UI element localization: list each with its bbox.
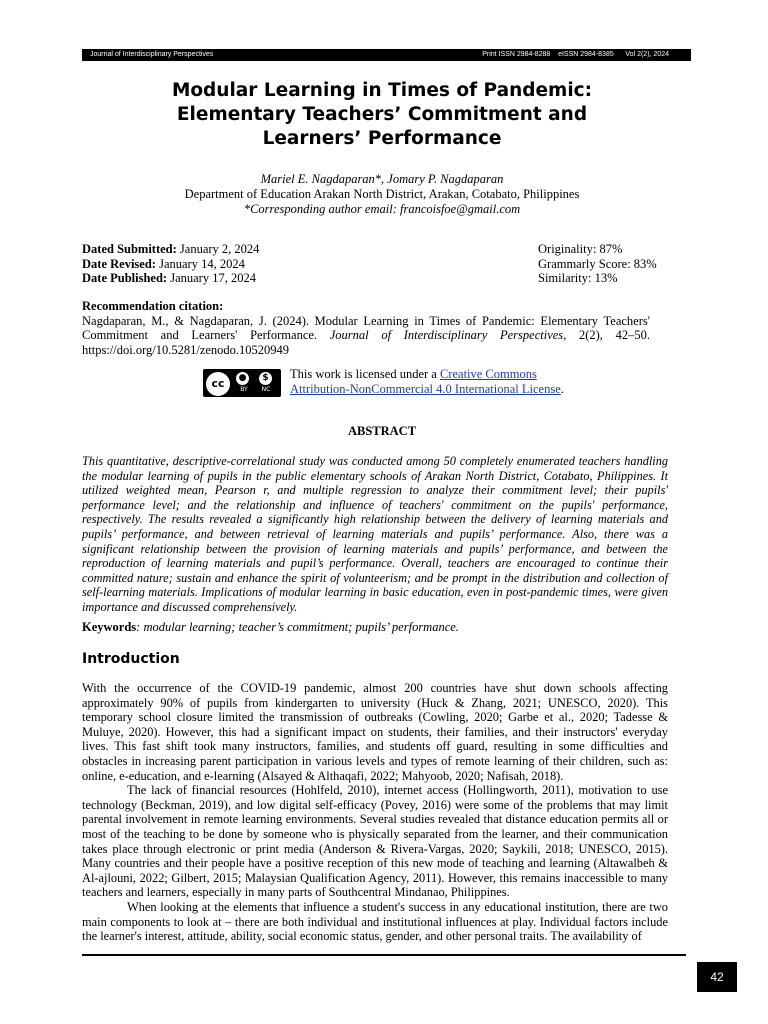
- page-number: 42: [697, 962, 737, 992]
- abstract-text: This quantitative, descriptive-correlational study was conducted among 50 completely enumerated teachers handling the modular learning of pupils in the public elementary schools of Arakan North District, Cotabato, Philippines. It utilized weighted mean, Pearson r, and multiple regression to analyze their commitment level; their pupils' performance level; and the relationship and influence of teachers' commitment on the pupils' performance, respectively. The results revealed a significantly high relationship between the delivery of learning materials and pupils’ performance, and between retrieval of learning materials and pupils’ performance. Also, there was a significant relationship between the provision of learning materials and pupils’ performance, and between the reproduction of learning materials and pupil’s performance. Overall, teachers are encouraged to continue their committed nature; sustain and enhance the spirit of volunteerism; and be prompt in the distribution and collection of self-learning materials. Implications of modular learning in basic education, even in post-pandemic times, were given importance and discussed comprehensively.: [82, 454, 668, 614]
- title-line-2: Elementary Teachers’ Commitment and: [176, 104, 588, 125]
- issn-volume: Print ISSN 2984-8288 eISSN 2984-8385 Vol 2(2), 2024: [482, 51, 669, 58]
- license-link-line1[interactable]: Creative Commons: [439, 367, 537, 381]
- recommendation-citation: [82, 299, 650, 357]
- originality-score: Originality: 87%: [538, 242, 623, 256]
- intro-paragraph-3: When looking at the elements that influence a student's success in any educational institution, there are two main components to look at – there are both individual and institutional influences at play. Individual factors include the learner's interest, attitude, ability, social economic status, gender, and other personal traits. The availability of: [82, 899, 668, 944]
- intro-paragraph-2: The lack of financial resources (Hohlfeld, 2010), internet access (Hollingworth, 2011), motivation to use technology (Beckman, 2019), and low digital self-efficacy (Povey, 2016) were some of the problems that may limit parental involvement in remote learning environments. Several studies revealed that distance education permits all or most of the teaching to be done by someone who is physically separated from the learner, and their communication takes place through electronic or print media (Anderson & Rivera-Vargas, 2020; Saykili, 2018; UNESCO, 2015). Many countries and their people have a positive reception of this new mode of teaching and learning (Altawalbeh & Al-ajlouni, 2022; Gilbert, 2015; Malaysian Qualification Agency, 2011). However, this remains inaccessible to many teachers and learners, especially in many parts of Southcentral Mindanao, Philippines.: [82, 783, 668, 900]
- scores-block: [538, 242, 657, 286]
- date-revised: Date Revised: January 14, 2024: [82, 256, 245, 271]
- introduction-heading: Introduction: [82, 651, 180, 667]
- citation-text: Nagdaparan, M., & Nagdaparan, J. (2024). Modular Learning in Times of Pandemic: Elementary Teachers' Commitment and Learners' Performance. Journal of Interdisciplinary Perspectives, 2(2), 42–50. https://doi.org/10.5281/zenodo.10520949: [82, 313, 650, 357]
- intro-paragraph-1: With the occurrence of the COVID-19 pandemic, almost 200 countries have shut down schools affecting approximately 90% of pupils from kindergarten to university (Huck & Zhang, 2021; UNESCO, 2020). This temporary school closure limited the transmission of outbreaks (Cowling, 2020; Garbe et al., 2020; Tadesse & Muluye, 2020). However, this had a significant impact on students, their families, and their instructors' everyday lives. This fast shift took many instructors, families, and students off guard, resulting in some difficulties and obstacles in increasing parent participation in various levels and types of remote learning of their children, such as: online, e-education, and e-learning (Alsayed & Althaqafi, 2022; Mahyoob, 2020; Nafisah, 2018).: [82, 681, 668, 783]
- person-attribution-icon: ●: [236, 372, 249, 385]
- author-names: Mariel E. Nagdaparan*, Jomary P. Nagdaparan: [260, 172, 504, 186]
- corresponding-email: *Corresponding author email: francoisfoe@gmail.com: [243, 202, 521, 216]
- journal-header-bar: [82, 49, 691, 61]
- date-submitted: Dated Submitted: January 2, 2024: [82, 242, 260, 256]
- license-statement: This work is licensed under a Creative Commons Attribution-NonCommercial 4.0 International License.: [290, 367, 564, 396]
- title-line-1: Modular Learning in Times of Pandemic:: [171, 80, 593, 101]
- introduction-body: [82, 681, 668, 944]
- dates-block: [82, 242, 259, 286]
- date-published: Date Published: January 17, 2024: [82, 271, 256, 285]
- nc-label: NC: [261, 386, 271, 393]
- paper-title: [82, 79, 682, 151]
- journal-name: Journal of Interdisciplinary Perspectives: [90, 51, 214, 58]
- citation-label: Recommendation citation:: [82, 299, 224, 313]
- keywords-label: Keywords: [82, 620, 137, 634]
- author-affiliation: Department of Education Arakan North District, Arakan, Cotabato, Philippines: [184, 187, 580, 201]
- abstract-heading: ABSTRACT: [347, 424, 417, 438]
- creative-commons-badge-icon[interactable]: [203, 369, 281, 397]
- keywords: [82, 620, 682, 635]
- footer-rule: [82, 954, 686, 956]
- cc-logo-icon: cc: [205, 371, 231, 397]
- author-block: [82, 172, 682, 217]
- keywords-text: : modular learning; teacher’s commitment; pupils’ performance.: [136, 620, 459, 634]
- license-link-line2[interactable]: Attribution-NonCommercial 4.0 International License: [290, 382, 561, 396]
- by-label: BY: [240, 386, 248, 393]
- title-line-3: Learners’ Performance: [262, 128, 502, 149]
- noncommercial-icon: $: [259, 372, 272, 385]
- grammarly-score: Grammarly Score: 83%: [538, 256, 657, 271]
- similarity-score: Similarity: 13%: [538, 271, 618, 285]
